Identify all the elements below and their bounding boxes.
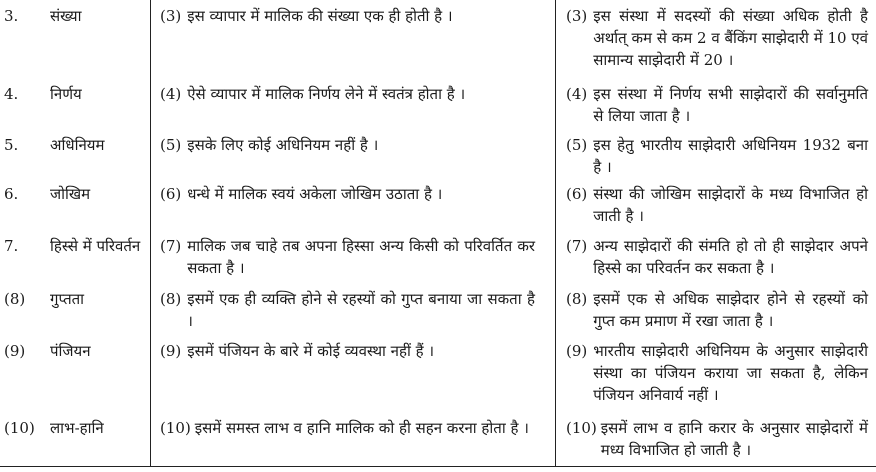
sole-trader-cell	[160, 134, 535, 156]
point-text: इस संस्था में निर्णय सभी साझेदारों की सर्वानुमति से लिया जाता है ।	[593, 85, 868, 125]
column-divider	[150, 0, 151, 466]
point-text: इसमें एक ही व्यक्ति होने से रहस्यों को गुप्त बनाया जा सकता है ।	[187, 290, 535, 330]
point-index: (9)	[566, 342, 588, 360]
row-topic: निर्णय	[50, 85, 82, 103]
row-number: 6.	[4, 185, 19, 203]
sole-trader-cell	[160, 183, 535, 205]
point-index: (6)	[160, 185, 182, 203]
row-topic: हिस्से में परिवर्तन	[50, 237, 141, 255]
point-index: (5)	[160, 136, 182, 154]
row-number: (10)	[4, 419, 35, 437]
row-topic: अधिनियम	[50, 136, 105, 154]
point-text: इस हेतु भारतीय साझेदारी अधिनियम 1932 बना है ।	[593, 136, 868, 176]
point-index: (8)	[160, 290, 182, 308]
partnership-cell	[566, 288, 868, 332]
partnership-cell	[566, 340, 868, 406]
sole-trader-cell	[160, 288, 535, 332]
point-text: अन्य साझेदारों की संमति हो तो ही साझेदार अपने हिस्से का परिवर्तन कर सकता है ।	[593, 237, 868, 277]
point-text: ऐसे व्यापार में मालिक निर्णय लेने में स्वतंत्र होता है ।	[187, 85, 466, 103]
point-index: (7)	[160, 237, 182, 255]
table-bottom-rule	[0, 466, 876, 467]
point-text: संस्था की जोखिम साझेदारों के मध्य विभाजित हो जाती है ।	[593, 185, 868, 225]
row-number: 7.	[4, 237, 19, 255]
row-topic: लाभ-हानि	[50, 419, 104, 437]
row-topic: गुप्तता	[50, 290, 85, 308]
point-index: (6)	[566, 185, 588, 203]
row-number: (8)	[4, 290, 26, 308]
point-text: इसके लिए कोई अधिनियम नहीं है ।	[187, 136, 379, 154]
point-text: मालिक जब चाहे तब अपना हिस्सा अन्य किसी को परिवर्तित कर सकता है ।	[187, 237, 535, 277]
point-index: (4)	[160, 85, 182, 103]
row-number: 5.	[4, 136, 19, 154]
point-text: इसमें समस्त लाभ व हानि मालिक को ही सहन करना होता है ।	[194, 419, 529, 437]
point-text: इसमें लाभ व हानि करार के अनुसार साझेदारों में मध्य विभाजित हो जाती है ।	[600, 419, 868, 459]
column-divider	[555, 0, 556, 466]
point-index: (7)	[566, 237, 588, 255]
row-number: 3.	[4, 7, 19, 25]
row-topic: संख्या	[50, 7, 82, 25]
partnership-cell	[566, 134, 868, 178]
point-index: (10)	[566, 419, 597, 437]
row-topic: पंजियन	[50, 342, 91, 360]
sole-trader-cell	[160, 235, 535, 279]
point-index: (10)	[160, 419, 191, 437]
row-topic: जोखिम	[50, 185, 91, 203]
point-index: (8)	[566, 290, 588, 308]
point-index: (3)	[160, 7, 182, 25]
row-number: 4.	[4, 85, 19, 103]
point-index: (3)	[566, 7, 588, 25]
point-index: (9)	[160, 342, 182, 360]
sole-trader-cell	[160, 340, 535, 362]
point-text: इसमें एक से अधिक साझेदार होने से रहस्यों को गुप्त कम प्रमाण में रखा जाता है ।	[593, 290, 868, 330]
point-index: (4)	[566, 85, 588, 103]
row-number: (9)	[4, 342, 26, 360]
sole-trader-cell	[160, 5, 535, 27]
point-text: इस व्यापार में मालिक की संख्या एक ही होती है ।	[187, 7, 453, 25]
point-text: इसमें पंजियन के बारे में कोई व्यवस्था नहीं हैं ।	[187, 342, 435, 360]
partnership-cell	[566, 235, 868, 279]
sole-trader-cell	[160, 417, 535, 439]
partnership-cell	[566, 417, 868, 461]
partnership-cell	[566, 83, 868, 127]
sole-trader-cell	[160, 83, 535, 105]
partnership-cell	[566, 5, 868, 71]
point-index: (5)	[566, 136, 588, 154]
partnership-cell	[566, 183, 868, 227]
point-text: भारतीय साझेदारी अधिनियम के अनुसार साझेदारी संस्था का पंजियन कराया जा सकता है, लेकिन पंजियन अनिवार्य नहीं ।	[593, 342, 868, 404]
point-text: इस संस्था में सदस्यों की संख्या अधिक होती है अर्थात् कम से कम 2 व बैंकिंग साझेदारी में 10 एवं सामान्य साझेदारी में 20 ।	[593, 7, 868, 69]
point-text: धन्धे में मालिक स्वयं अकेला जोखिम उठाता है ।	[187, 185, 443, 203]
